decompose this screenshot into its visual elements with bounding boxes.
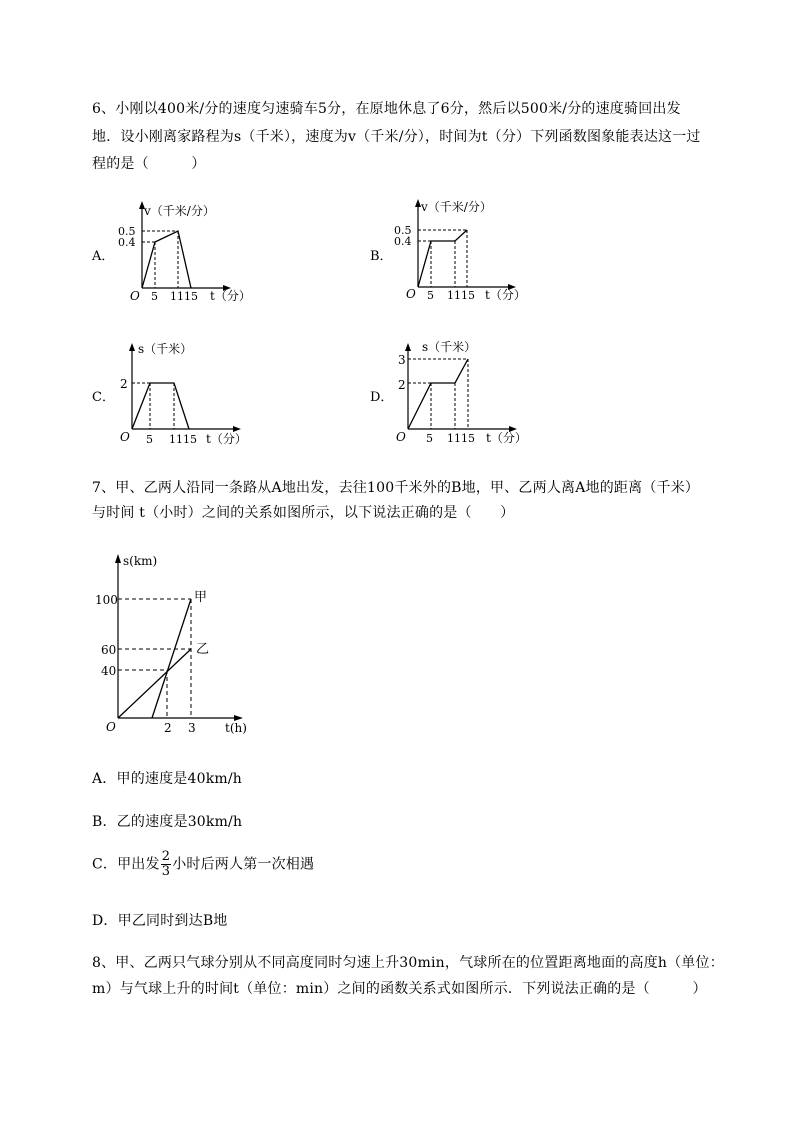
x-tick-3: 3 [188, 721, 196, 735]
y-tick-04: 0.4 [394, 235, 412, 248]
y-tick-04: 0.4 [118, 236, 136, 249]
q8-line1: 8、甲、乙两只气球分别从不同高度同时匀速上升30min，气球所在的位置距离地面的高度h（单位： [92, 955, 724, 971]
q7-option-b: B．乙的速度是30km/h [92, 814, 243, 830]
q8-line2: m）与气球上升的时间t（单位：min）之间的函数关系式如图所示．下列说法正确的是（ ） [92, 981, 707, 997]
option-c-label: C． [92, 390, 115, 405]
y-tick-40: 40 [101, 664, 117, 678]
x-axis-label: t（分） [485, 288, 526, 302]
q7-option-c-post: 小时后两人第一次相遇 [172, 856, 315, 873]
graph-d [386, 335, 536, 450]
q7-line1: 7、甲、乙两人沿同一条路从A地出发，去往100千米外的B地，甲、乙两人离A地的距离（千米） [92, 480, 700, 496]
origin-label: O [406, 287, 416, 301]
fraction-numerator: 2 [161, 849, 171, 864]
x-tick-5: 5 [146, 433, 153, 446]
origin-label: O [120, 430, 130, 444]
y-tick-3: 3 [398, 353, 406, 367]
y-axis-label: s（千米） [422, 340, 477, 354]
q7-chart [95, 548, 260, 738]
q6-line3: 程的是（ ） [92, 156, 206, 172]
graph-c [110, 337, 260, 452]
x-tick-2: 2 [164, 721, 172, 735]
graph-line [142, 231, 191, 288]
y-axis-label: v（千米/分） [144, 204, 215, 218]
x-axis-label: t(h) [225, 721, 247, 735]
series-jia-line [152, 599, 191, 718]
option-a-label: A． [92, 249, 115, 264]
x-tick-1115: 1115 [169, 433, 197, 446]
option-b-label: B． [370, 249, 393, 264]
x-tick-5: 5 [151, 290, 158, 303]
graph-line [132, 383, 189, 429]
series-yi-line [118, 649, 191, 718]
y-tick-100: 100 [95, 593, 118, 607]
q7-option-a: A．甲的速度是40km/h [92, 771, 243, 787]
q7-option-c-pre: C．甲出发 [92, 856, 160, 873]
graph-line [418, 230, 467, 287]
x-tick-1115: 1115 [447, 432, 475, 445]
fraction-two-thirds [161, 850, 171, 879]
origin-label: O [106, 720, 116, 734]
y-axis-label: v（千米/分） [421, 200, 492, 214]
option-d-label: D． [370, 390, 394, 405]
y-tick-05: 0.5 [118, 225, 136, 238]
q7-option-c [92, 850, 314, 879]
y-axis-arrow [405, 343, 411, 351]
graph-line [408, 359, 468, 429]
fraction-denominator: 3 [161, 864, 171, 879]
y-axis-arrow [115, 554, 121, 563]
graph-a [110, 195, 260, 310]
y-axis-arrow [129, 343, 135, 351]
origin-label: O [396, 430, 406, 444]
series-jia-label: 甲 [194, 590, 208, 605]
graph-b [385, 193, 535, 308]
x-tick-5: 5 [427, 289, 434, 302]
x-axis-label: t（分） [486, 431, 527, 445]
y-tick-05: 0.5 [394, 224, 412, 237]
y-axis-label: s(km) [123, 554, 158, 568]
x-axis-label: t（分） [206, 432, 247, 446]
q7-option-d: D．甲乙同时到达B地 [92, 913, 228, 929]
x-tick-5: 5 [426, 432, 433, 445]
y-tick-2: 2 [120, 377, 128, 391]
x-axis-label: t（分） [210, 289, 251, 303]
x-tick-1115: 1115 [170, 290, 198, 303]
q6-line2: 地．设小刚离家路程为s（千米），速度为v（千米/分），时间为t（分）下列函数图象能表达这一过 [92, 129, 701, 145]
series-yi-label: 乙 [196, 642, 210, 657]
origin-label: O [130, 289, 140, 303]
q6-line1: 6、小刚以400米/分的速度匀速骑车5分，在原地休息了6分，然后以500米/分的速度骑回出发 [92, 101, 681, 117]
y-axis-label: s（千米） [138, 342, 193, 356]
y-tick-2: 2 [398, 378, 406, 392]
x-tick-1115: 1115 [447, 289, 475, 302]
y-tick-60: 60 [101, 643, 117, 657]
q7-line2: 与时间 t（小时）之间的关系如图所示，以下说法正确的是（ ） [92, 505, 515, 521]
